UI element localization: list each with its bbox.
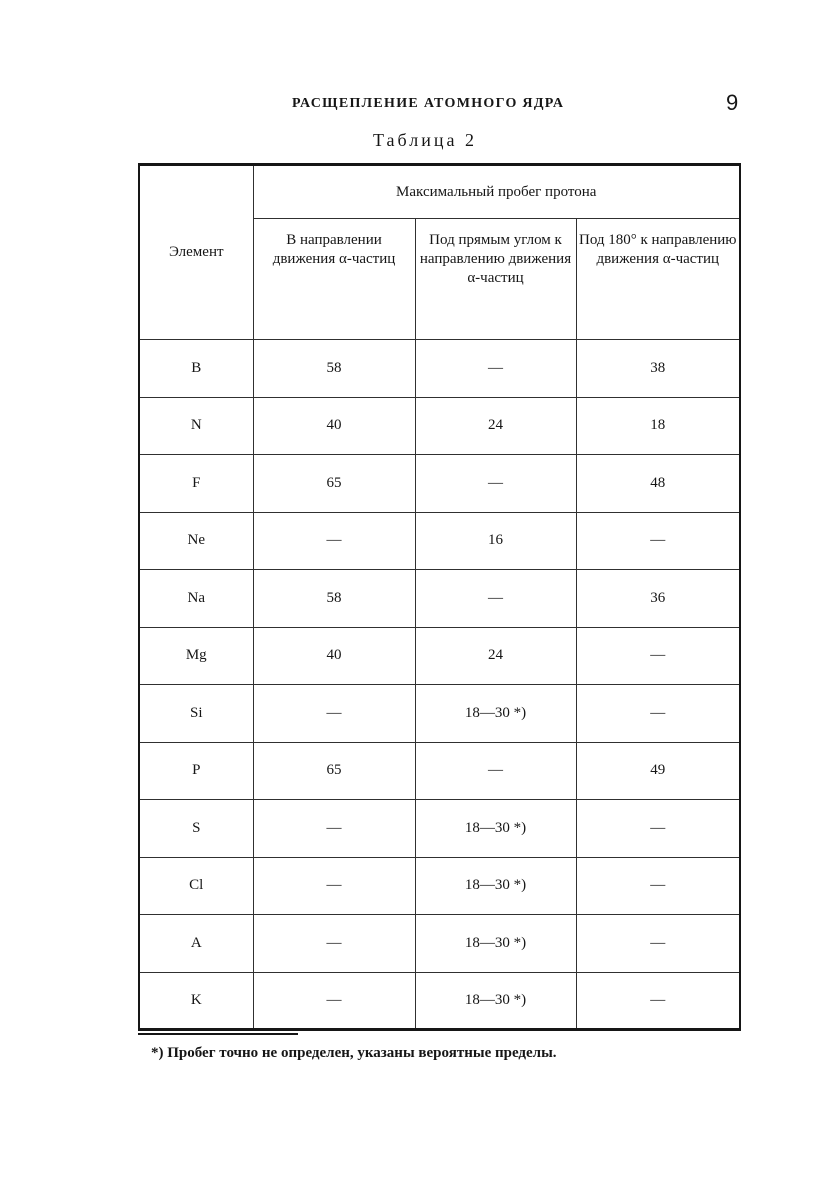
proton-range-table: [138, 163, 741, 1031]
right-angle-header: Под прямым углом к направлению движения α-частиц: [415, 219, 576, 340]
table-row: [139, 570, 740, 628]
footnote-rule: [138, 1033, 298, 1035]
element-cell: Cl: [139, 857, 253, 915]
backward-range-cell: 18: [576, 397, 740, 455]
table-row: [139, 397, 740, 455]
element-cell: K: [139, 972, 253, 1030]
table-row: [139, 857, 740, 915]
backward-range-cell: —: [576, 627, 740, 685]
element-cell: Na: [139, 570, 253, 628]
element-cell: P: [139, 742, 253, 800]
table-row: [139, 915, 740, 973]
element-cell: A: [139, 915, 253, 973]
backward-direction-header: Под 180° к направлению движения α-частиц: [576, 219, 740, 340]
right-angle-range-cell: 24: [415, 397, 576, 455]
element-column-header: Элемент: [139, 165, 253, 340]
table-row: [139, 512, 740, 570]
element-cell: Mg: [139, 627, 253, 685]
table-row: [139, 340, 740, 398]
forward-range-cell: 40: [253, 397, 415, 455]
forward-range-cell: 58: [253, 570, 415, 628]
footnote: *) Пробег точно не определен, указаны вероятные пределы.: [151, 1045, 557, 1061]
backward-range-cell: 38: [576, 340, 740, 398]
forward-range-cell: —: [253, 972, 415, 1030]
page-number: 9: [726, 90, 739, 115]
table-body: [139, 340, 740, 1030]
forward-range-cell: 40: [253, 627, 415, 685]
right-angle-range-cell: 24: [415, 627, 576, 685]
backward-range-cell: —: [576, 800, 740, 858]
element-cell: S: [139, 800, 253, 858]
forward-range-cell: —: [253, 685, 415, 743]
right-angle-range-cell: 18—30 *): [415, 857, 576, 915]
backward-range-cell: —: [576, 972, 740, 1030]
forward-direction-header: В направлении движения α-частиц: [253, 219, 415, 340]
backward-range-cell: 36: [576, 570, 740, 628]
forward-range-cell: —: [253, 857, 415, 915]
element-cell: B: [139, 340, 253, 398]
right-angle-range-cell: —: [415, 570, 576, 628]
forward-range-cell: —: [253, 512, 415, 570]
right-angle-range-cell: 18—30 *): [415, 685, 576, 743]
forward-range-cell: 58: [253, 340, 415, 398]
forward-range-cell: —: [253, 915, 415, 973]
right-angle-range-cell: —: [415, 455, 576, 513]
backward-range-cell: —: [576, 915, 740, 973]
table-row: [139, 627, 740, 685]
forward-range-cell: 65: [253, 742, 415, 800]
table-row: [139, 685, 740, 743]
right-angle-range-cell: 18—30 *): [415, 972, 576, 1030]
right-angle-range-cell: 18—30 *): [415, 915, 576, 973]
max-range-group-header: Максимальный пробег протона: [253, 165, 740, 219]
right-angle-range-cell: —: [415, 742, 576, 800]
element-cell: N: [139, 397, 253, 455]
table-row: [139, 972, 740, 1030]
backward-range-cell: —: [576, 512, 740, 570]
table-row: [139, 455, 740, 513]
element-cell: Si: [139, 685, 253, 743]
table-caption: Таблица 2: [373, 130, 477, 150]
right-angle-range-cell: 16: [415, 512, 576, 570]
backward-range-cell: 49: [576, 742, 740, 800]
backward-range-cell: 48: [576, 455, 740, 513]
element-cell: F: [139, 455, 253, 513]
backward-range-cell: —: [576, 857, 740, 915]
backward-range-cell: —: [576, 685, 740, 743]
right-angle-range-cell: —: [415, 340, 576, 398]
table-row: [139, 742, 740, 800]
table-row: [139, 800, 740, 858]
forward-range-cell: 65: [253, 455, 415, 513]
running-head: РАСЩЕПЛЕНИЕ АТОМНОГО ЯДРА: [292, 96, 565, 111]
right-angle-range-cell: 18—30 *): [415, 800, 576, 858]
forward-range-cell: —: [253, 800, 415, 858]
element-cell: Ne: [139, 512, 253, 570]
